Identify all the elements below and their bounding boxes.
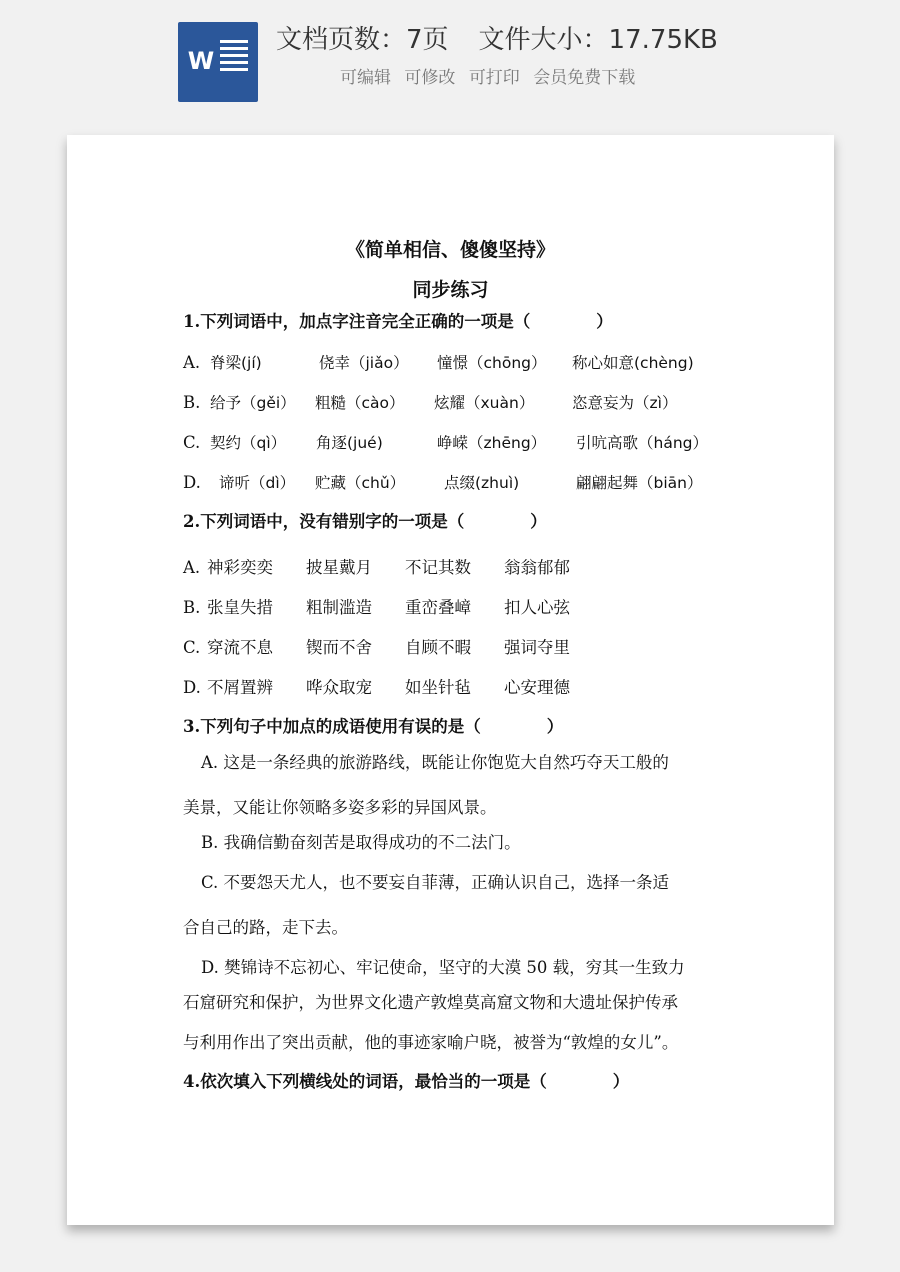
option-word: 披星戴月 xyxy=(306,558,372,577)
q3-option-c-line-2: 合自己的路，走下去。 xyxy=(183,918,348,937)
q2-option-c xyxy=(183,636,603,660)
q3-option-c-line-1: C. 不要怨天尤人，也不要妄自菲薄，正确认识自己，选择一条适 xyxy=(201,873,670,892)
option-word: 张皇失措 xyxy=(207,598,273,617)
page-count: 文档页数：7页 xyxy=(276,25,449,55)
option-word: 自顾不暇 xyxy=(405,638,471,657)
option-letter: B. xyxy=(183,393,201,412)
question-1: 1.下列词语中，加点字注音完全正确的一项是（ ） xyxy=(183,312,613,331)
option-word: 不记其数 xyxy=(405,558,471,577)
option-word: 重峦叠嶂 xyxy=(405,598,471,617)
option-word: 穿流不息 xyxy=(207,638,273,657)
question-2: 2.下列词语中，没有错别字的一项是（ ） xyxy=(183,512,547,531)
option-word: 憧憬（chōng） xyxy=(437,354,547,372)
q3-option-d-line-1: D. 樊锦诗不忘初心、牢记使命，坚守的大漠 50 载，穷其一生致力 xyxy=(201,958,685,977)
option-word: 角逐(jué) xyxy=(316,434,383,452)
q1-option-d xyxy=(183,471,743,495)
q1-option-c xyxy=(183,431,743,455)
feature-modifiable: 可修改 xyxy=(404,68,456,88)
file-size: 文件大小：17.75KB xyxy=(478,25,718,55)
doc-stats xyxy=(276,22,718,58)
option-letter: D. xyxy=(183,678,201,697)
word-lines-icon xyxy=(220,40,248,84)
q1-option-b xyxy=(183,391,743,415)
option-word: 引吭高歌（háng） xyxy=(576,434,708,452)
option-letter: A. xyxy=(183,558,201,577)
option-word: 峥嵘（zhēng） xyxy=(437,434,547,452)
option-word: 点缀(zhuì) xyxy=(444,474,520,492)
header-banner xyxy=(0,0,900,120)
option-word: 心安理德 xyxy=(504,678,570,697)
word-letter: W xyxy=(187,47,215,75)
option-letter: C. xyxy=(183,638,201,657)
q3-option-a-line-2: 美景，又能让你领略多姿多彩的异国风景。 xyxy=(183,798,497,817)
option-word: 粗糙（cào） xyxy=(315,394,405,412)
feature-editable: 可编辑 xyxy=(340,68,391,88)
document-page xyxy=(67,135,834,1225)
option-word: 给予（gěi） xyxy=(210,394,296,412)
option-word: 贮藏（chǔ） xyxy=(315,474,406,492)
q2-option-a xyxy=(183,556,603,580)
feature-list xyxy=(340,66,643,90)
option-word: 恣意妄为（zì） xyxy=(572,394,678,412)
q3-option-d-line-2: 石窟研究和保护，为世界文化遗产敦煌莫高窟文物和大遗址保护传承 xyxy=(183,993,678,1012)
question-3: 3.下列句子中加点的成语使用有误的是（ ） xyxy=(183,717,564,736)
option-word: 扣人心弦 xyxy=(504,598,570,617)
option-word: 契约（qì） xyxy=(210,434,287,452)
option-word: 锲而不舍 xyxy=(306,638,372,657)
q3-option-b-line-1: B. 我确信勤奋刻苦是取得成功的不二法门。 xyxy=(201,833,521,852)
option-word: 侥幸（jiǎo） xyxy=(319,354,409,372)
option-word: 翩翩起舞（biān） xyxy=(576,474,703,492)
option-word: 谛听（dì） xyxy=(219,474,296,492)
q3-option-d-line-3: 与利用作出了突出贡献，他的事迹家喻户晓，被誉为“敦煌的女儿”。 xyxy=(183,1033,679,1052)
option-letter: B. xyxy=(183,598,201,617)
option-letter: C. xyxy=(183,433,201,452)
q3-option-a-line-1: A. 这是一条经典的旅游路线，既能让你饱览大自然巧夺天工般的 xyxy=(201,753,669,772)
question-4: 4.依次填入下列横线处的词语，最恰当的一项是（ ） xyxy=(183,1072,630,1091)
option-word: 炫耀（xuàn） xyxy=(434,394,535,412)
feature-printable: 可打印 xyxy=(468,68,520,88)
doc-title: 《简单相信、傻傻坚持》 xyxy=(345,239,555,261)
option-word: 翁翁郁郁 xyxy=(504,558,570,577)
word-document-icon xyxy=(178,22,258,102)
q2-option-b xyxy=(183,596,603,620)
option-word: 强词夺里 xyxy=(504,638,570,657)
option-word: 不屑置辨 xyxy=(207,678,273,697)
option-word: 如坐针毡 xyxy=(405,678,471,697)
feature-member-download: 会员免费下载 xyxy=(533,68,636,88)
option-word: 脊梁(jí) xyxy=(210,354,262,372)
doc-subtitle: 同步练习 xyxy=(412,279,489,301)
q2-option-d xyxy=(183,676,603,700)
q1-option-a xyxy=(183,351,743,375)
option-word: 哗众取宠 xyxy=(306,678,372,697)
option-word: 粗制滥造 xyxy=(306,598,372,617)
option-letter: A. xyxy=(183,353,201,372)
option-word: 神彩奕奕 xyxy=(207,558,273,577)
option-letter: D. xyxy=(183,473,201,492)
option-word: 称心如意(chèng) xyxy=(572,354,694,372)
